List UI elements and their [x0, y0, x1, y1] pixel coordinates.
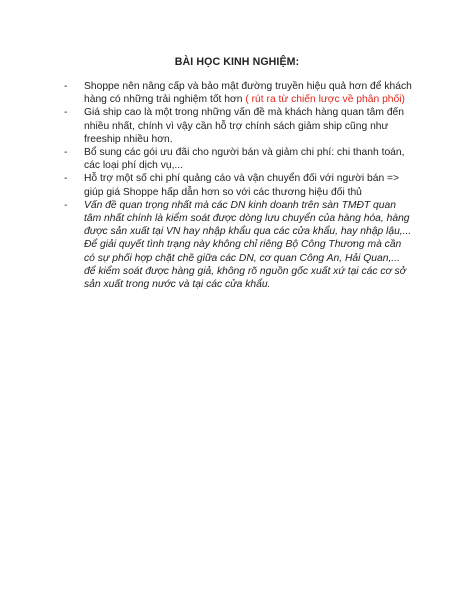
list-item [64, 146, 414, 172]
bullet-dash: - [64, 147, 68, 159]
list-item-text: Hỗ trợ một số chi phí quảng cáo và vận chuyển đối với người bán => giúp giá Shoppe hấp dẫn hơn so với các thương hiệu đối thủ [84, 173, 400, 198]
list-item-text: Giá ship cao là một trong những vấn đề mà khách hàng quan tâm đến nhiều nhất, chính vì vậy cần hỗ trợ chính sách giảm ship cũng như freeship nhiều hơn. [84, 107, 405, 145]
list-item [64, 106, 414, 146]
list-item-text: Shoppe nên nâng cấp và bảo mật đường truyền hiệu quả hơn để khách hàng có những trải nghiệm tốt hơn [84, 81, 412, 106]
bullet-dash: - [64, 173, 68, 185]
list-item-text: Vấn đề quan trọng nhất mà các DN kinh doanh trên sàn TMĐT quan tâm nhất chính là kiểm soát được dòng lưu chuyển của hàng hóa, hàng được sản xuất tại VN hay nhập khẩu qua các cửa khẩu, hay nhập lậu,... Để giải quyết tình trạng này không chỉ riêng Bộ Công Thương mà cần có sự phối hợp chặt chẽ giữa các DN, cơ quan Công An, Hải Quan,... để kiểm soát được hàng giả, không rõ nguồn gốc xuất xứ tại các cơ sở sản xuất trong nước và tại các cửa khẩu. [84, 199, 412, 291]
lessons-list [64, 80, 414, 291]
list-item [64, 80, 414, 106]
document-title: BÀI HỌC KINH NGHIỆM: [174, 56, 300, 68]
source-note: ( rút ra từ chiến lược về phân phối) [245, 94, 405, 106]
list-item [64, 199, 414, 291]
list-item-text: Bổ sung các gói ưu đãi cho người bán và giảm chi phí: chi thanh toán, các loại phí dịch vụ,... [84, 147, 405, 172]
bullet-dash: - [64, 81, 68, 92]
bullet-dash: - [64, 107, 68, 119]
list-item [64, 172, 414, 198]
bullet-dash: - [64, 199, 68, 211]
